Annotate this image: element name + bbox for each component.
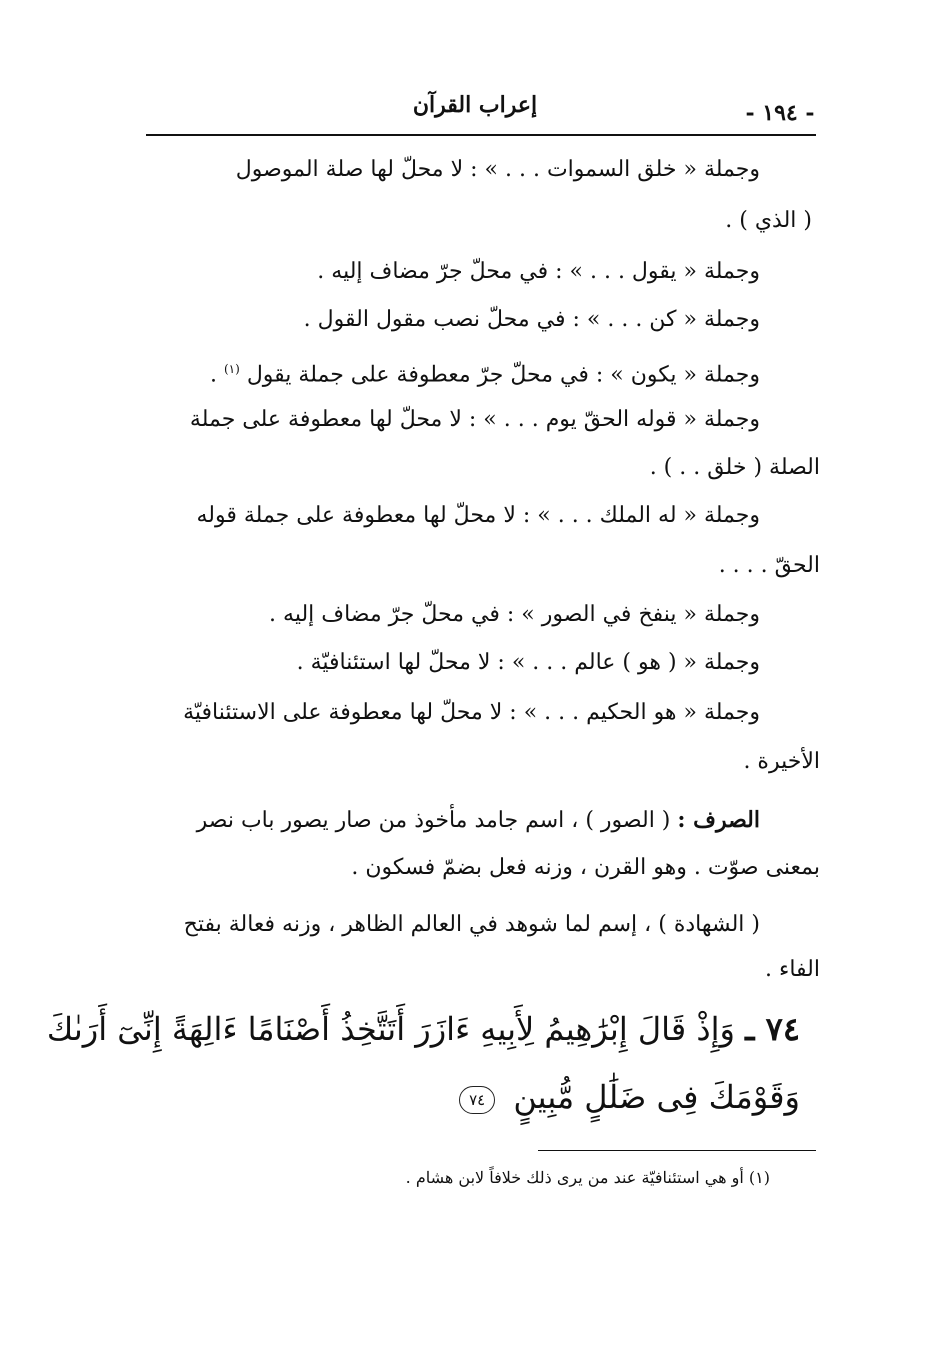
verse-number: ٧٤ ـ (745, 1010, 800, 1048)
verse-text: وَقَوْمَكَ فِى ضَلَٰلٍ مُّبِينٍ (513, 1078, 800, 1116)
page-header-title: إعراب القرآن (412, 92, 538, 118)
text-line: الفاء . (765, 957, 820, 982)
quran-verse-line-1 (46, 1006, 800, 1052)
text-segment: ( الصور ) ، اسم جامد مأخوذ من صار يصور باب نصر (196, 808, 678, 833)
text-line: الصلة ( خلق . . ) . (649, 455, 820, 480)
quran-verse-line-2 (160, 1074, 800, 1120)
text-line: وجملة « كن . . . » : في محلّ نصب مقول القول . (303, 307, 760, 332)
text-segment: . (209, 362, 224, 388)
text-line: وجملة « هو الحكيم . . . » : لا محلّ لها معطوفة على الاستئنافيّة (183, 700, 760, 725)
verse-text: وَإِذْ قَالَ إِبْرَٰهِيمُ لِأَبِيهِ ءَازَرَ أَتَتَّخِذُ أَصْنَامًا ءَالِهَةً إِنِّىٓ أَرَىٰكَ (46, 1010, 735, 1048)
text-line (132, 354, 760, 390)
footnote-marker: (١) (223, 362, 240, 376)
text-line: الأخيرة . (743, 749, 820, 774)
section-label: الصرف : (677, 807, 760, 833)
text-line: وجملة « خلق السموات . . . » : لا محلّ لها صلة الموصول (235, 157, 760, 182)
text-line: بمعنى صوّت . وهو القرن ، وزنه فعل بضمّ فسكون . (351, 855, 820, 880)
text-line: وجملة « يقول . . . » : في محلّ جرّ مضاف إليه . (317, 259, 760, 284)
footnote-rule (538, 1150, 816, 1151)
text-line: وجملة « قوله الحقّ يوم . . . » : لا محلّ لها معطوفة على جملة (189, 407, 760, 432)
text-line: وجملة « له الملك . . . » : لا محلّ لها معطوفة على جملة قوله (196, 503, 760, 528)
text-segment: وجملة « يكون » : في محلّ جرّ معطوفة على جملة يقول (246, 362, 760, 388)
text-line: ( الشهادة ) ، إسم لما شوهد في العالم الظاهر ، وزنه فعالة بفتح (183, 912, 760, 937)
page-number: - ١٩٤ - (745, 100, 815, 126)
text-line (132, 805, 760, 836)
text-line: وجملة « ينفخ في الصور » : في محلّ جرّ مضاف إليه . (269, 602, 760, 627)
ayah-end-marker: ٧٤ (459, 1086, 495, 1114)
text-line: ( الذي ) . (725, 208, 812, 233)
text-line: وجملة « ( هو ) عالم . . . » : لا محلّ لها استئنافيّة . (296, 650, 760, 675)
footnote: (١) أو هي استئنافيّة عند من يرى ذلك خلافاً لابن هشام . (405, 1168, 770, 1187)
text-line: الحقّ . . . . (718, 553, 820, 578)
header-rule (146, 134, 816, 136)
